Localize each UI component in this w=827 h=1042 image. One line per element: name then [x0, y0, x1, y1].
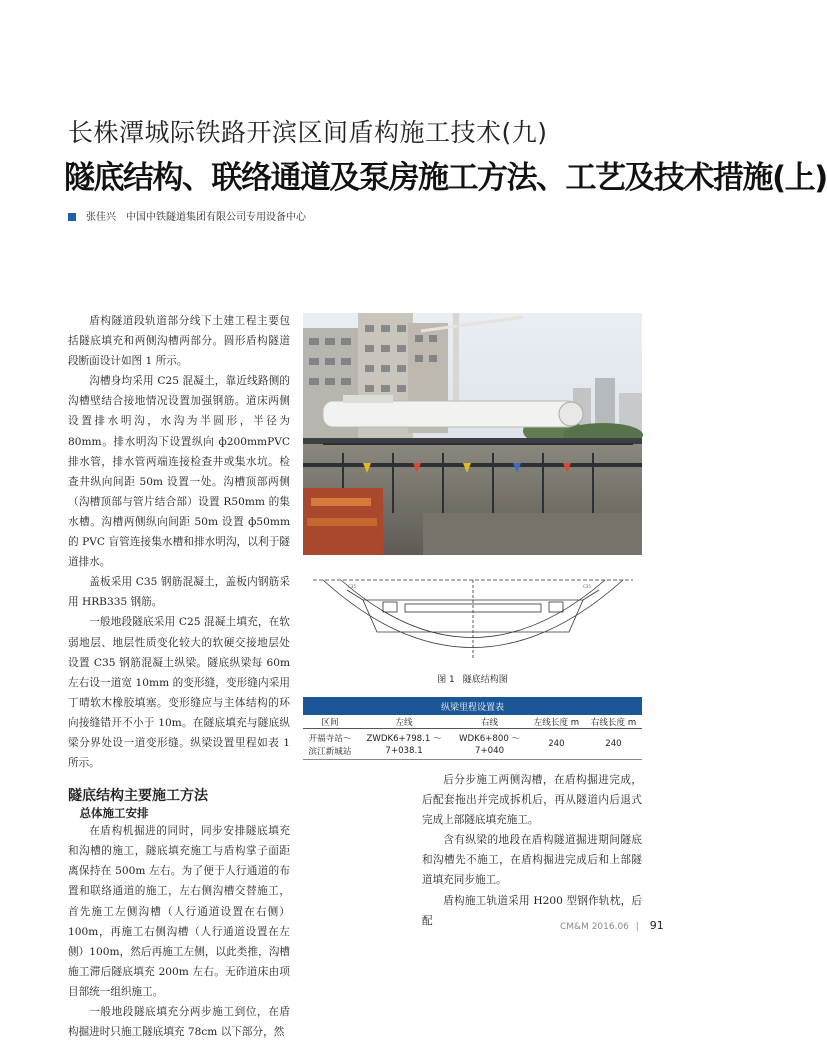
table-cell: ZWDK6+798.1 ～ [366, 733, 442, 744]
paragraph: 沟槽身均采用 C25 混凝土，靠近线路侧的沟槽壁结合接地情况设置加强钢筋。道床两侧设置排水明沟，水沟为半圆形，半径为 80mm。排水明沟下设置纵向 ф200mmPVC 排水管，排水管两端连接检查井或集水坑。检查井纵向间距 50m 设置一处。沟槽顶部两侧（沟槽顶部与管片结合部）设置 R50mm 的集水槽。沟槽两侧纵向间距 50m 设置 ф50mm 的 PVC 盲管连接集水槽和排水明沟，以利于隧道排水。 [68, 375, 290, 569]
page-number: 91 [649, 919, 664, 932]
table-cell: 7+040 [451, 744, 528, 760]
table-caption: 纵梁里程设置表 [303, 697, 642, 715]
table-header: 左线长度 m [528, 715, 585, 729]
girder-mileage-table [303, 697, 642, 760]
tunnel-cross-section-drawing [303, 560, 642, 670]
tunnel-bottom-diagram [303, 560, 642, 670]
journal-issue: CM&M 2016.06 [560, 922, 629, 932]
table-header: 右线 [451, 715, 528, 729]
table-header: 左线 [357, 715, 451, 729]
table-header: 区间 [303, 715, 357, 729]
article-title-main: 隧底结构、联络通道及泵房施工方法、工艺及技术措施(上) [64, 160, 827, 196]
figure-title: 隧底结构图 [462, 675, 508, 685]
paragraph: 一般地段隧底填充分两步施工到位，在盾构掘进时只施工隧底填充 78cm 以下部分，然 [68, 1006, 290, 1039]
paragraph: 含有纵梁的地段在盾构隧道掘进期间隧底和沟槽先不施工，在盾构掘进完成后和上部隧道填充同步施工。 [422, 834, 642, 887]
page-footer [560, 919, 664, 932]
svg-text:C35: C35 [583, 584, 591, 589]
bullet-square-icon [68, 213, 76, 221]
figure-label: 图 1 [437, 675, 455, 685]
figure-caption [303, 672, 642, 685]
author-name: 张佳兴 [86, 212, 116, 223]
svg-text:C35: C35 [348, 584, 356, 589]
site-photo [303, 313, 642, 555]
paragraph: 盖板采用 C35 钢筋混凝土，盖板内钢筋采用 HRB335 钢筋。 [68, 576, 290, 609]
paragraph: 一般地段隧底采用 C25 混凝土填充，在软弱地层、地层性质变化较大的软硬交接地层处设置 C35 钢筋混凝土纵梁。隧底纵梁每 60m 左右设一道宽 10mm 的变形缝，变形缝内采用丁晴软木橡胶填塞。变形缝应与主体结构的环向接缝错开不小于 10m。在隧底填充与隧底纵梁分界处设一道变形缝。纵梁设置里程如表 1 所示。 [68, 616, 290, 770]
right-column [422, 770, 642, 931]
paragraph: 盾构隧道段轨道部分线下土建工程主要包括隧底填充和两侧沟槽两部分。圆形盾构隧道段断面设计如图 1 所示。 [68, 315, 290, 368]
table-cell: 7+038.1 [357, 744, 451, 760]
table-cell: 240 [585, 729, 642, 760]
site-photo-illustration [303, 313, 642, 555]
article-title-series: 长株潭城际铁路开滨区间盾构施工技术(九) [68, 118, 548, 147]
paragraph: 盾构施工轨道采用 H200 型钢作轨枕，后配 [422, 894, 642, 927]
subsection-heading: 总体施工安排 [79, 806, 149, 821]
author-affiliation: 中国中铁隧道集团有限公司专用设备中心 [126, 212, 306, 223]
paragraph: 在盾构机掘进的同时，同步安排隧底填充和沟槽的施工，隧底填充施工与盾构掌子面距离保持在 500m 左右。为了便于人行通道的布置和联络通道的施工，左右侧沟槽交替施工，首先施工左侧沟槽（人行通道设置在右侧）100m，再施工右侧沟槽（人行通道设置在左侧）100m，然后再施工左侧，以此类推，沟槽施工滞后隧底填充 200m 左右。无砟道床由项目部统一组织施工。 [68, 825, 290, 998]
section-heading: 隧底结构主要施工方法 [68, 788, 208, 805]
table-cell: 开福寺站～ [308, 733, 352, 744]
left-column [68, 311, 290, 1042]
table-header: 右线长度 m [585, 715, 642, 729]
table-cell: WDK6+800 ～ [458, 733, 521, 744]
footer-separator: | [635, 922, 639, 932]
table-cell: 滨江新城站 [303, 744, 357, 760]
table-cell: 240 [528, 729, 585, 760]
paragraph: 后分步施工两侧沟槽，在盾构掘进完成，后配套拖出并完成拆机后，再从隧道内后退式完成上部隧底填充施工。 [422, 774, 642, 827]
byline [68, 208, 306, 223]
